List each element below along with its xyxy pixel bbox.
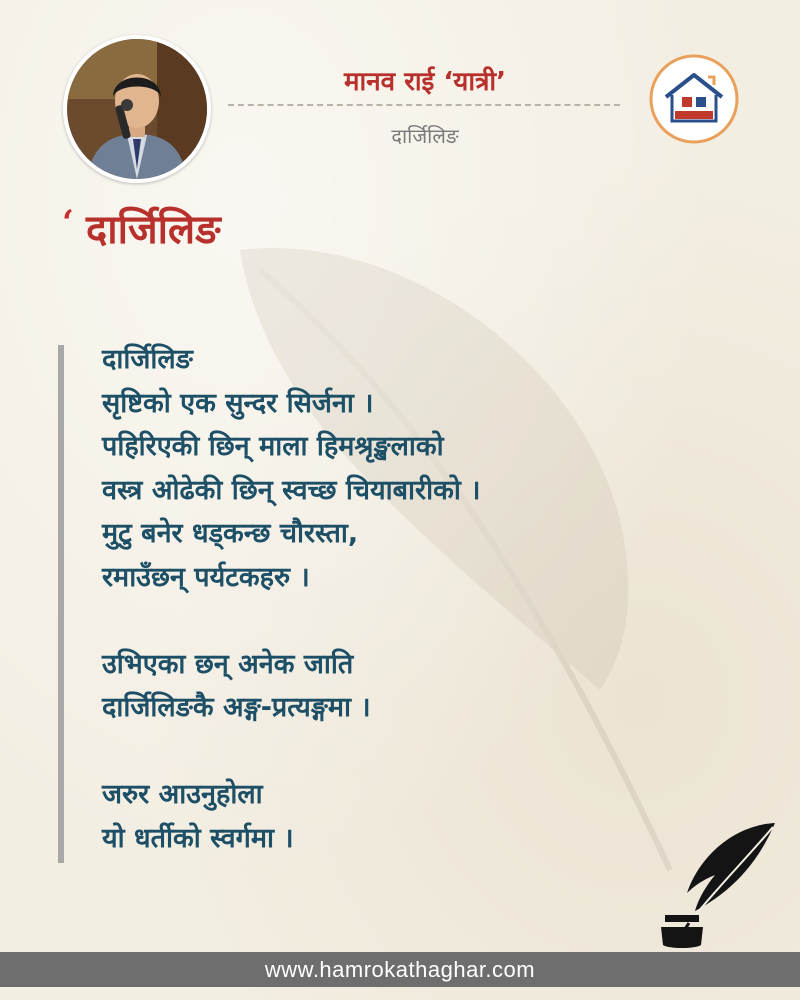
title-quote-mark: ‘ [62, 203, 74, 243]
poem-line: रमाउँछन् पर्यटकहरु । [102, 561, 310, 593]
poem-title: दार्जिलिङ [86, 207, 221, 253]
author-place: दार्जिलिङ [391, 124, 459, 148]
poem-line: सृष्टिको एक सुन्दर सिर्जना । [102, 387, 374, 419]
poem-line: उभिएका छन् अनेक जाति [102, 648, 354, 680]
poem-body [102, 338, 742, 860]
poem-line: जरुर आउनुहोला [102, 779, 263, 810]
footer-url[interactable]: www.hamrokathaghar.com [0, 952, 800, 987]
quill-inkpot-icon [655, 815, 787, 950]
stanza-gap [102, 599, 742, 643]
poem-line: दार्जिलिङकै अङ्ग-प्रत्यङ्गमा । [102, 692, 371, 723]
poem-bar [58, 345, 64, 863]
author-avatar [63, 35, 211, 183]
divider [228, 104, 620, 106]
poem-line: पहिरिएकी छिन् माला हिमश्रृङ्खलाको [102, 431, 444, 462]
poem-line: दार्जिलिङ [102, 344, 193, 375]
house-logo-icon [648, 53, 740, 145]
poem-line: यो धर्तीको स्वर्गमा । [102, 822, 294, 854]
author-name: मानव राई ‘यात्री’ [343, 67, 507, 97]
stanza-gap [102, 730, 742, 774]
poem-line: मुटु बनेर धड्कन्छ चौरस्ता, [102, 518, 359, 549]
poem-line: वस्त्र ओढेकी छिन् स्वच्छ चियाबारीको । [102, 474, 481, 506]
